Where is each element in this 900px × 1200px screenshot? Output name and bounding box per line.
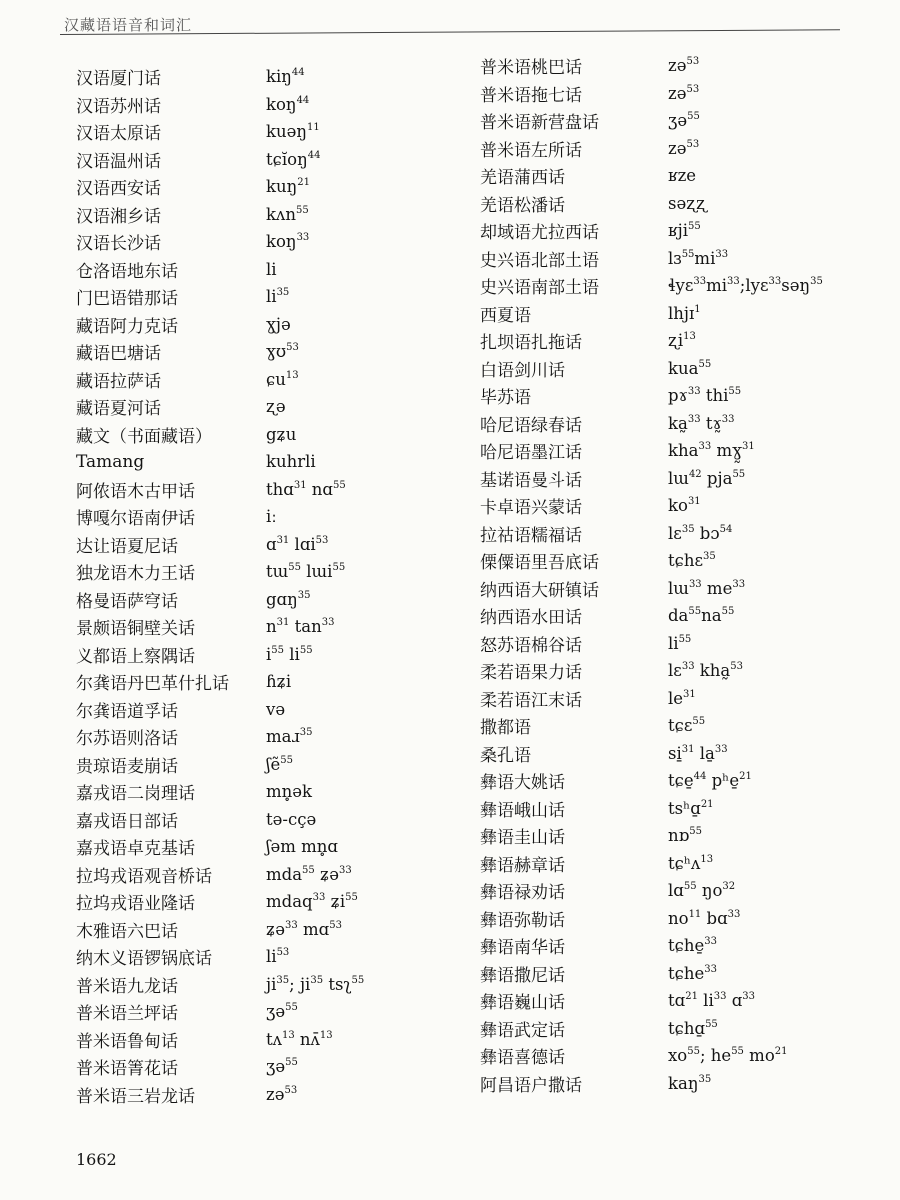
word-form: zə$^{53}$ [668,138,700,158]
entry-row [480,437,880,465]
language-name: 嘉戎语二岗理话 [76,784,195,805]
entry-row [480,547,880,575]
language-name: 彝语禄劝话 [480,883,565,904]
entry-row [480,382,880,410]
entry-row [480,245,880,273]
language-name: 彝语南华话 [480,938,565,959]
language-name: 卡卓语兴蒙话 [480,498,582,519]
entry-row [76,393,446,421]
entry-row [76,448,446,476]
word-form: mdaq$^{33}$ ʑi$^{55}$ [266,892,358,912]
entry-row [76,311,446,339]
entry-row [480,1042,880,1070]
entry-row [480,575,880,603]
word-form: ʁji$^{55}$ [668,221,701,241]
language-name: 汉语温州话 [76,151,161,172]
language-name: 哈尼语绿春话 [480,415,582,436]
entry-row [480,877,880,905]
word-form: ɣʊ$^{53}$ [266,342,299,362]
entry-row [76,916,446,944]
word-form: kaŋ$^{35}$ [668,1073,712,1093]
language-name: 博嘎尔语南伊话 [76,509,195,530]
word-form: tɕhɑ̱$^{55}$ [668,1018,718,1038]
word-form: $li^{35}$ [266,287,290,307]
entry-row [76,723,446,751]
entry-row [76,338,446,366]
word-form: $ko^{31}$ [668,496,701,516]
word-form: kuhrli [266,452,316,472]
entry-row [76,696,446,724]
language-name: 史兴语南部土语 [480,278,599,299]
entry-row [76,861,446,889]
word-form: ʑə$^{33}$ mɑ$^{53}$ [266,919,342,939]
language-name: 纳西语大研镇话 [480,580,599,601]
entry-row [76,668,446,696]
entry-row [480,465,880,493]
language-name: 格曼语萨穹话 [76,591,178,612]
language-name: 彝语圭山话 [480,828,565,849]
entry-row [76,1053,446,1081]
language-name: 藏语巴塘话 [76,344,161,365]
word-form: lɯ$^{42}$ pja$^{55}$ [668,468,746,488]
entry-row [76,558,446,586]
entry-row [76,806,446,834]
language-name: 汉语西安话 [76,179,161,200]
entry-row [76,228,446,256]
language-name: 彝语撒尼话 [480,965,565,986]
page-number: 1662 [76,1150,117,1169]
entry-row [76,283,446,311]
entry-row [76,421,446,449]
word-form: kuŋ$^{21}$ [266,177,310,197]
language-name: 达让语夏尼话 [76,536,178,557]
word-form: ʒə$^{55}$ [266,1057,298,1077]
entry-row [480,80,880,108]
entry-row [76,1081,446,1109]
word-form: kuəŋ$^{11}$ [266,122,320,142]
word-form: si̱$^{31}$ la̱$^{33}$ [668,743,728,763]
right-column [480,52,880,1097]
entry-row [76,833,446,861]
word-form: ʒə$^{55}$ [668,111,700,131]
entry-row [76,751,446,779]
entry-row [480,410,880,438]
language-name: 藏语夏河话 [76,399,161,420]
word-form: ʐi$^{13}$ [668,331,696,351]
entry-row [480,987,880,1015]
word-form: tɯ$^{55}$ lɯi$^{55}$ [266,562,346,582]
word-form: ɑ$^{31}$ lɑi$^{53}$ [266,534,329,554]
language-name: 贵琼语麦崩话 [76,756,178,777]
word-form: mn̥ək [266,782,313,802]
language-name: Tamang [76,451,145,472]
entry-row [76,146,446,174]
language-name: 尔龚语道孚话 [76,701,178,722]
entry-row [76,531,446,559]
word-form: tɕhɛ$^{35}$ [668,551,716,571]
language-name: 拉祜语糯福话 [480,525,582,546]
word-form: iː [266,507,277,527]
entry-row [76,173,446,201]
entry-row [76,778,446,806]
entry-row [76,118,446,146]
language-name: 藏语拉萨话 [76,371,161,392]
word-form: $ɬyɛ^{33}mi^{33};lyɛ^{33}səŋ^{35}$ [668,276,823,296]
word-form: kha$^{33}$ mɣ̰$^{31}$ [668,441,755,461]
word-form: kua$^{55}$ [668,358,712,378]
entry-row [76,503,446,531]
word-form: zə$^{53}$ [668,56,700,76]
language-name: 尔龚语丹巴革什扎话 [76,674,229,695]
entry-row [480,1015,880,1043]
word-form: tɕĭoŋ$^{44}$ [266,149,321,169]
word-form: tɕe̱$^{44}$ pʰe̱$^{21}$ [668,771,752,791]
language-name: 景颇语铜壁关话 [76,619,195,640]
language-name: 彝语喜德话 [480,1048,565,1069]
language-name: 嘉戎语日部话 [76,811,178,832]
language-name: 彝语大姚话 [480,773,565,794]
word-form: $da^{55}na^{55}$ [668,606,735,626]
language-name: 白语剑川话 [480,360,565,381]
entry-row [76,476,446,504]
word-form: $ji^{35}$; $ji^{35}$ tsʅ$^{55}$ [266,974,365,994]
word-form: lɯ$^{33}$ $me^{33}$ [668,578,746,598]
word-form: $no^{11}$ bɑ$^{33}$ [668,908,741,928]
language-name: 扎坝语扎拖话 [480,333,582,354]
entry-row [76,613,446,641]
language-name: 门巴语错那话 [76,289,178,310]
language-name: 普米语新营盘话 [480,113,599,134]
word-form: ʃẽ$^{55}$ [266,754,293,774]
word-form: $li^{55}$ [668,633,692,653]
entry-row [480,740,880,768]
entry-row [480,795,880,823]
entry-row [480,327,880,355]
language-name: 汉语厦门话 [76,69,161,90]
language-name: 嘉戎语卓克基话 [76,839,195,860]
entry-row [480,355,880,383]
entry-row [480,135,880,163]
word-form: nɒ$^{55}$ [668,826,702,846]
language-name: 羌语松潘话 [480,195,565,216]
word-form: mda$^{55}$ ʑə$^{33}$ [266,864,352,884]
language-name: 普米语三岩龙话 [76,1086,195,1107]
language-name: 彝语巍山话 [480,993,565,1014]
entry-row [480,685,880,713]
language-name: 柔若语江末话 [480,690,582,711]
entry-row [76,641,446,669]
word-form: li [266,259,277,279]
language-name: 藏文（书面藏语） [76,426,212,447]
language-name: 彝语弥勒话 [480,910,565,931]
language-name: 汉语苏州话 [76,96,161,117]
language-name: 拉坞戎语观音桥话 [76,866,212,887]
language-name: 柔若语果力话 [480,663,582,684]
entry-row [76,586,446,614]
language-name: 普米语箐花话 [76,1059,178,1080]
word-form: maɹ$^{35}$ [266,727,313,747]
word-form: tɕɛ$^{55}$ [668,716,706,736]
language-name: 藏语阿力克话 [76,316,178,337]
language-name: 彝语武定话 [480,1020,565,1041]
word-form: koŋ$^{33}$ [266,232,310,252]
word-form: $lɜ^{55}mi^{33}$ [668,248,729,268]
language-name: 普米语兰坪话 [76,1004,178,1025]
language-name: 普米语左所话 [480,140,582,161]
language-name: 撒都语 [480,718,531,739]
entry-row [480,52,880,80]
word-form: pɤ$^{33}$ thi$^{55}$ [668,386,742,406]
entry-row [480,850,880,878]
entry-row [480,520,880,548]
language-name: 汉语湘乡话 [76,206,161,227]
word-form: tɑ$^{21}$ $li^{33}$ ɑ$^{33}$ [668,991,756,1011]
word-form: kiŋ$^{44}$ [266,67,305,87]
language-name: 基诺语曼斗话 [480,470,582,491]
word-form: tɕhe̱$^{33}$ [668,936,717,956]
word-form: $le^{31}$ [668,688,696,708]
word-form: ʐə [266,397,286,417]
running-header: 汉藏语语音和词汇 [64,16,193,34]
entry-row [76,63,446,91]
word-form: $n^{31}$ $\tan^{33}$ [266,617,335,637]
language-name: 史兴语北部土语 [480,250,599,271]
language-name: 木雅语六巴话 [76,921,178,942]
word-form: zə$^{53}$ [668,83,700,103]
language-name: 彝语峨山话 [480,800,565,821]
word-form: ʁze [668,166,697,186]
word-form: lhjɪ$^1$ [668,303,701,323]
word-form: lɛ$^{33}$ kha̰$^{53}$ [668,661,744,681]
entry-row [76,201,446,229]
language-name: 桑孔语 [480,745,531,766]
language-name: 普米语鲁甸话 [76,1031,178,1052]
entry-row [480,217,880,245]
language-name: 普米语拖七话 [480,85,582,106]
word-form: zə$^{53}$ [266,1084,298,1104]
language-name: 西夏语 [480,305,531,326]
word-form: tɕhe$^{33}$ [668,963,717,983]
left-column [76,63,446,1108]
word-form: lɑ$^{55}$ $ŋo^{32}$ [668,881,736,901]
entry-row [480,822,880,850]
entry-row [480,630,880,658]
entry-row [480,1070,880,1098]
word-form: ʒə$^{55}$ [266,1002,298,1022]
language-name: 阿昌语户撒话 [480,1075,582,1096]
word-form: thɑ$^{31}$ nɑ$^{55}$ [266,479,346,499]
word-form: və [266,699,286,719]
language-name: 怒苏语棉谷话 [480,635,582,656]
entry-row [76,943,446,971]
language-name: 却域语尤拉西话 [480,223,599,244]
entry-row [76,888,446,916]
entry-row [76,1026,446,1054]
word-form: koŋ$^{44}$ [266,94,310,114]
word-form: tɕʰʌ$^{13}$ [668,853,714,873]
language-name: 纳木义语锣锅底话 [76,949,212,970]
language-name: 汉语长沙话 [76,234,161,255]
entry-row [480,300,880,328]
entry-row [480,162,880,190]
entry-row [76,91,446,119]
language-name: 傈僳语里吾底话 [480,553,599,574]
word-form: ka̰$^{33}$ tɤ̰$^{33}$ [668,413,735,433]
language-name: 普米语九龙话 [76,976,178,997]
entry-row [480,602,880,630]
language-name: 汉语太原话 [76,124,161,145]
word-form: səʐʐ [668,193,706,213]
word-form: ɦʑi [266,672,292,692]
entry-row [480,712,880,740]
word-form: tʌ$^{13}$ nʌ̄$^{13}$ [266,1029,333,1049]
entry-row [480,932,880,960]
word-form: ʃəm mn̥ɑ [266,837,338,857]
word-form: gʑu [266,424,297,444]
word-form: ɣjə [266,314,291,334]
entry-row [76,998,446,1026]
language-name: 尔苏语则洛话 [76,729,178,750]
word-form: gɑŋ$^{35}$ [266,589,311,609]
language-name: 哈尼语墨江话 [480,443,582,464]
word-form: $i^{55}$ $li^{55}$ [266,644,313,664]
word-form: $xo^{55}$; $he^{55}$ $mo^{21}$ [668,1046,788,1066]
word-form: $li^{53}$ [266,947,290,967]
entry-row [480,905,880,933]
language-name: 拉坞戎语业隆话 [76,894,195,915]
entry-row [76,971,446,999]
language-name: 义都语上察隅话 [76,646,195,667]
word-form: tə-cçə [266,809,317,829]
entry-row [480,767,880,795]
entry-row [480,107,880,135]
language-name: 独龙语木力王话 [76,564,195,585]
entry-row [480,960,880,988]
language-name: 普米语桃巴话 [480,58,582,79]
word-form: kʌn$^{55}$ [266,204,309,224]
language-name: 彝语赫章话 [480,855,565,876]
entry-row [76,366,446,394]
entry-row [480,492,880,520]
entry-row [76,256,446,284]
entry-row [480,657,880,685]
word-form: tsʰɑ̱$^{21}$ [668,798,714,818]
entry-row [480,272,880,300]
language-name: 毕苏语 [480,388,531,409]
language-name: 仓洛语地东话 [76,261,178,282]
language-name: 纳西语水田话 [480,608,582,629]
word-form: lɛ$^{35}$ bɔ$^{54}$ [668,523,733,543]
word-form: ɕu$^{13}$ [266,369,299,389]
language-name: 阿侬语木古甲话 [76,481,195,502]
language-name: 羌语蒲西话 [480,168,565,189]
entry-row [480,190,880,218]
